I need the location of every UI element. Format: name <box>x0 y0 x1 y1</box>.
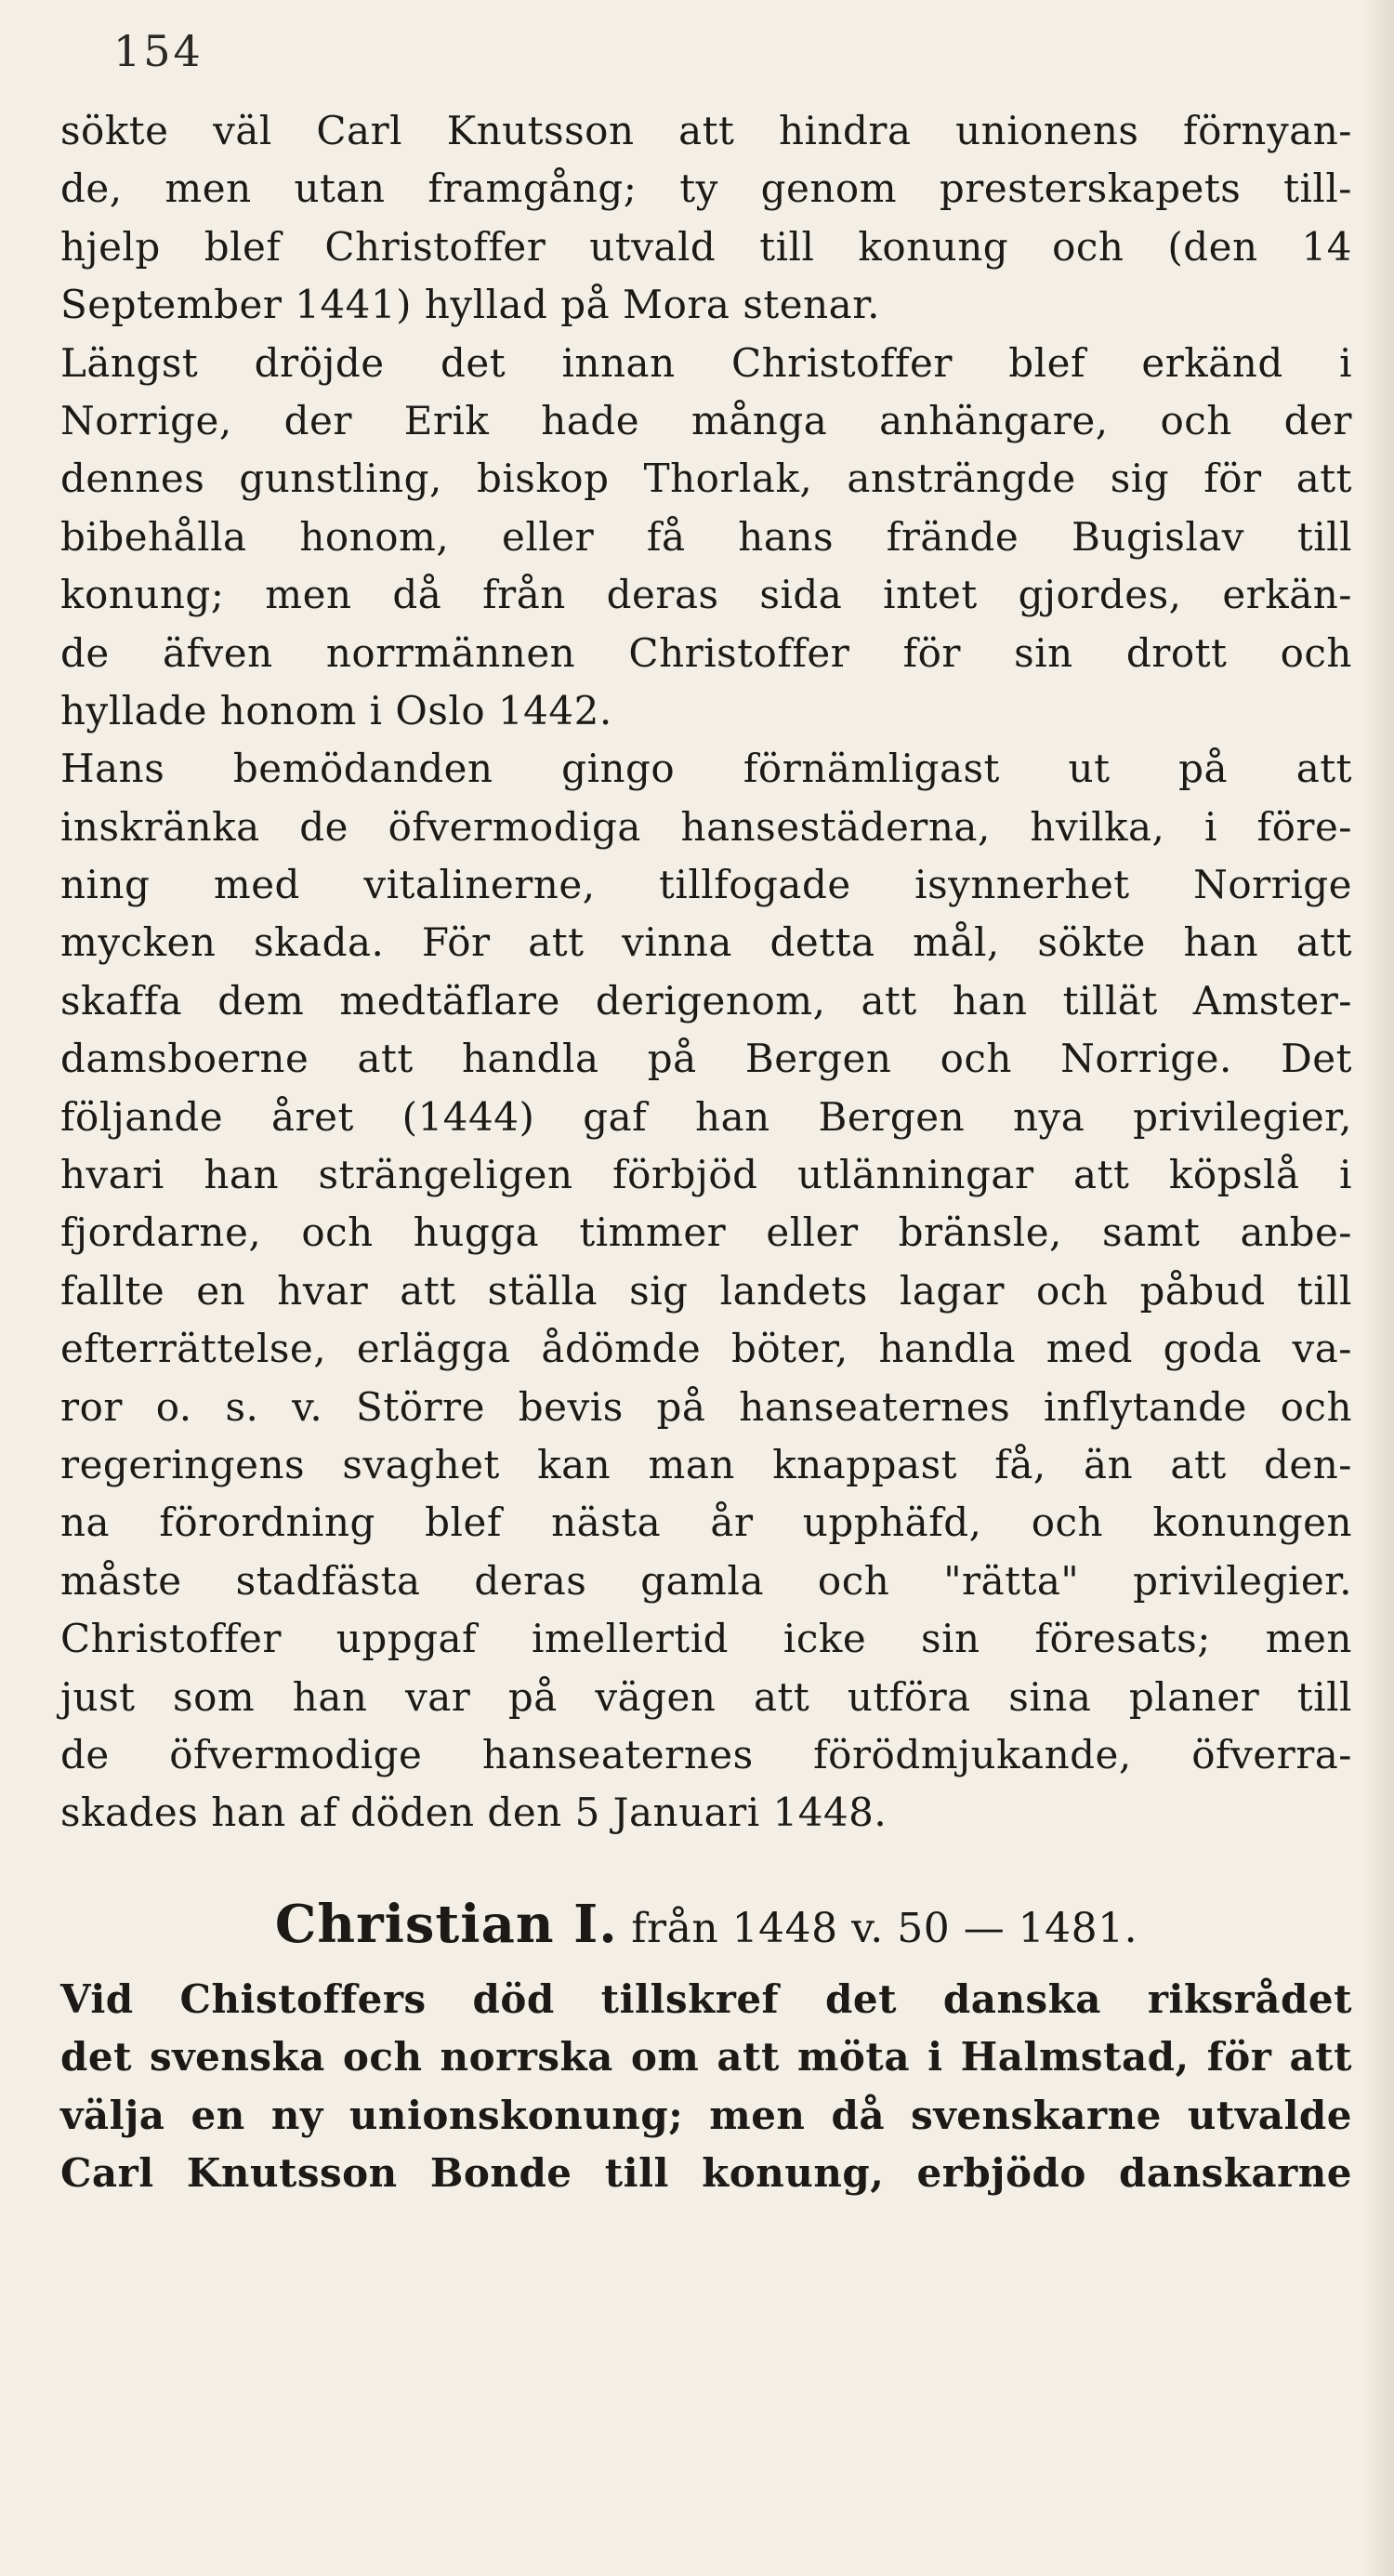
section-heading <box>60 1887 1352 1962</box>
text-line: regeringens svaghet kan man knappast få, än att den- <box>60 1441 1352 1487</box>
text-line: ning med vitalinerne, tillfogade isynnerhet Norrige <box>60 862 1352 908</box>
page-number: 154 <box>113 26 204 76</box>
text-line: just som han var på vägen att utföra sina planer till <box>60 1673 1352 1720</box>
paragraph-4 <box>60 1971 1352 2203</box>
text-line: konung; men då från deras sida intet gjordes, erkän- <box>60 572 1352 618</box>
text-line: följande året (1444) gaf han Bergen nya privilegier, <box>60 1093 1352 1140</box>
text-line: September 1441) hyllad på Mora stenar. <box>60 282 881 328</box>
paragraph-2 <box>60 335 1352 741</box>
section-heading-dates: från 1448 v. 50 — 1481. <box>631 1904 1138 1952</box>
text-line: hjelp blef Christoffer utvald till konung och (den 14 <box>60 223 1352 270</box>
text-line: de, men utan framgång; ty genom presterskapets till- <box>60 165 1352 212</box>
text-line: Vid Chistoffers död tillskref det danska riksrådet <box>60 1975 1352 2022</box>
text-line: damsboerne att handla på Bergen och Norrige. Det <box>60 1036 1352 1082</box>
page-edge <box>1362 0 1394 2576</box>
text-line: Christoffer uppgaf imellertid icke sin föresats; men <box>60 1616 1352 1662</box>
text-line: de öfvermodige hanseaternes förödmjukande, öfverra- <box>60 1731 1352 1777</box>
text-line: sökte väl Carl Knutsson att hindra unionens förnyan- <box>60 108 1352 153</box>
text-line: inskränka de öfvermodiga hansestäderna, hvilka, i före- <box>60 803 1352 850</box>
section-heading-name: Christian I. <box>274 1893 618 1955</box>
text-line: Carl Knutsson Bonde till konung, erbjödo danskarne <box>60 2149 1352 2196</box>
section-gap <box>60 1843 1352 1887</box>
text-line: dennes gunstling, biskop Thorlak, ansträngde sig för att <box>60 456 1352 502</box>
text-line: fjordarne, och hugga timmer eller bränsle, samt anbe- <box>60 1209 1352 1256</box>
text-line: skaffa dem medtäflare derigenom, att han tillät Amster- <box>60 977 1352 1024</box>
text-line: hvari han strängeligen förbjöd utlänningar att köpslå i <box>60 1152 1352 1198</box>
text-line: ror o. s. v. Större bevis på hanseaternes inflytande och <box>60 1383 1352 1430</box>
text-line: na förordning blef nästa år upphäfd, och konungen <box>60 1499 1352 1546</box>
section-gap <box>60 1962 1352 1971</box>
text-line: efterrättelse, erlägga ådömde böter, handla med goda va- <box>60 1326 1352 1372</box>
text-line: de äfven norrmännen Christoffer för sin drott och <box>60 629 1352 676</box>
paragraph-1 <box>60 102 1352 335</box>
text-line: skades han af döden den 5 Januari 1448. <box>60 1790 888 1836</box>
text-line: bibehålla honom, eller få hans frände Bugislav till <box>60 513 1352 560</box>
text-line: Norrige, der Erik hade många anhängare, och der <box>60 397 1352 443</box>
text-line: Hans bemödanden gingo förnämligast ut på att <box>60 746 1352 792</box>
text-line: fallte en hvar att ställa sig landets lagar och påbud till <box>60 1267 1352 1314</box>
paragraph-3 <box>60 740 1352 1842</box>
text-line: måste stadfästa deras gamla och "rätta" privilegier. <box>60 1557 1352 1604</box>
text-line: välja en ny unionskonung; men då svenskarne utvalde <box>60 2092 1352 2138</box>
text-line: mycken skada. För att vinna detta mål, sökte han att <box>60 919 1352 966</box>
main-text <box>60 102 1352 2202</box>
text-line: Längst dröjde det innan Christoffer blef erkänd i <box>60 339 1352 386</box>
text-line: det svenska och norrska om att möta i Halmstad, för att <box>60 2034 1352 2081</box>
text-line: hyllade honom i Oslo 1442. <box>60 687 612 733</box>
